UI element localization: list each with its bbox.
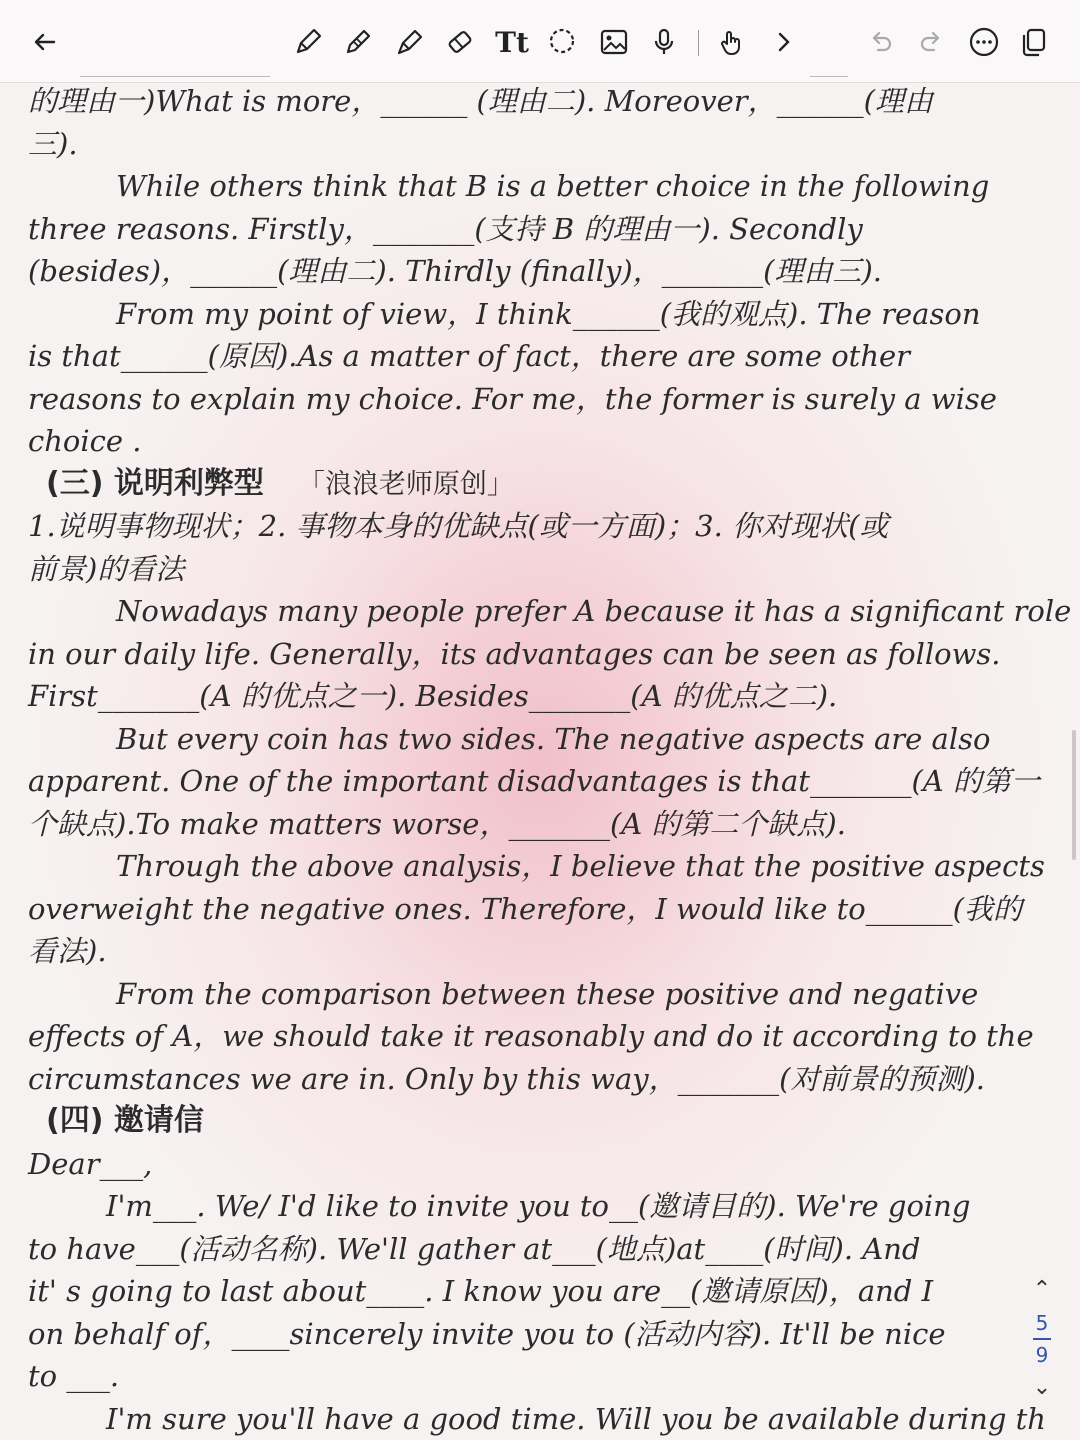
text-line: 1.说明事物现状；2. 事物本身的优缺点(或一方面)；3. 你对现状(或 — [28, 509, 889, 543]
text-line: is that______(原因).As a matter of fact，there are some other — [28, 339, 911, 373]
section-heading-text: (三) 说明利弊型 — [46, 465, 264, 501]
chevron-right-icon[interactable] — [764, 22, 804, 62]
toolbar-divider — [810, 76, 848, 77]
text-line: three reasons. Firstly，_______(支持 B 的理由一). Secondly — [28, 211, 863, 246]
page-navigator — [1024, 1270, 1060, 1430]
toolbar — [0, 0, 1080, 83]
page-down-icon[interactable]: ⌄ — [1032, 1375, 1052, 1400]
section-heading-tag: 「浪浪老师原创」 — [297, 468, 514, 500]
toolbar-divider — [80, 76, 270, 77]
section-heading-text: (四) 邀请信 — [46, 1103, 204, 1138]
text-line: 的理由一)What is more，______ (理由二). Moreover，______(理由 — [28, 84, 933, 118]
text-line: reasons to explain my choice. For me，the former is surely a wise — [28, 381, 997, 416]
undo-icon[interactable] — [860, 22, 900, 62]
document-body — [28, 80, 1072, 1440]
text-line: While others think that B is a better choice in the following — [116, 169, 990, 203]
total-pages: 9 — [1035, 1343, 1049, 1367]
text-line: But every coin has two sides. The negative aspects are also — [116, 721, 991, 756]
back-arrow-icon[interactable] — [24, 22, 64, 62]
touch-icon[interactable] — [712, 22, 752, 62]
section-heading — [28, 1100, 1048, 1143]
text-line: in our daily life. Generally，its advantages can be seen as follows. — [28, 636, 1001, 671]
text-line: Nowadays many people prefer A because it has a significant role — [116, 594, 1072, 628]
text-line: 前景)的看法 — [28, 551, 185, 586]
text-line: choice . — [28, 424, 142, 458]
text-line: apparent. One of the important disadvantages is that_______(A 的第一 — [28, 764, 1040, 798]
highlighter-icon[interactable] — [390, 22, 430, 62]
page-divider — [1033, 1338, 1051, 1340]
text-line: 看法). — [28, 934, 107, 968]
text-line: (besides)，______(理由二). Thirdly (finally)，_______(理由三). — [28, 254, 882, 288]
image-icon[interactable] — [594, 22, 634, 62]
redo-icon[interactable] — [912, 22, 952, 62]
text-line: effects of A，we should take it reasonably and do it according to the — [28, 1019, 1034, 1053]
text-line: to ___. — [28, 1359, 120, 1393]
eraser-icon[interactable] — [440, 22, 480, 62]
text-line: From the comparison between these positive and negative — [116, 976, 979, 1011]
text-line: overweight the negative ones. Therefore，I would like to______(我的 — [28, 891, 1023, 926]
section-heading — [28, 463, 1048, 506]
more-icon[interactable] — [964, 22, 1004, 62]
page-up-icon[interactable]: ⌃ — [1032, 1277, 1052, 1302]
copy-icon[interactable] — [1014, 22, 1054, 62]
text-line: on behalf of，____sincerely invite you to (活动内容). It'll be nice — [28, 1316, 946, 1351]
text-line: Through the above analysis，I believe that the positive aspects — [116, 849, 1045, 883]
lasso-icon[interactable] — [542, 22, 582, 62]
text-line: First_______(A 的优点之一). Besides_______(A 的优点之二). — [28, 679, 838, 713]
toolbar-separator — [698, 30, 699, 56]
text-tool-icon[interactable]: Tt — [495, 25, 529, 59]
marker-icon[interactable] — [338, 22, 378, 62]
text-line: 三). — [28, 126, 78, 161]
text-line: I'm sure you'll have a good time. Will you be available during th — [106, 1401, 1046, 1436]
pencil-icon[interactable] — [288, 22, 328, 62]
text-line: Dear___, — [28, 1146, 153, 1181]
text-line: From my point of view，I think______(我的观点). The reason — [116, 296, 981, 331]
text-line: circumstances we are in. Only by this way，_______(对前景的预测). — [28, 1061, 985, 1096]
text-line: 个缺点).To make matters worse，_______(A 的第二个缺点). — [28, 806, 846, 841]
microphone-icon[interactable] — [644, 22, 684, 62]
scrollbar[interactable] — [1072, 730, 1076, 860]
text-line: it' s going to last about____. I know you are__(邀请原因)，and I — [28, 1274, 934, 1308]
current-page: 5 — [1035, 1311, 1049, 1335]
text-line: I'm___. We/ I'd like to invite you to__(邀请目的). We're going — [106, 1189, 971, 1223]
text-line: to have___(活动名称). We'll gather at___(地点)at____(时间). And — [28, 1231, 921, 1266]
